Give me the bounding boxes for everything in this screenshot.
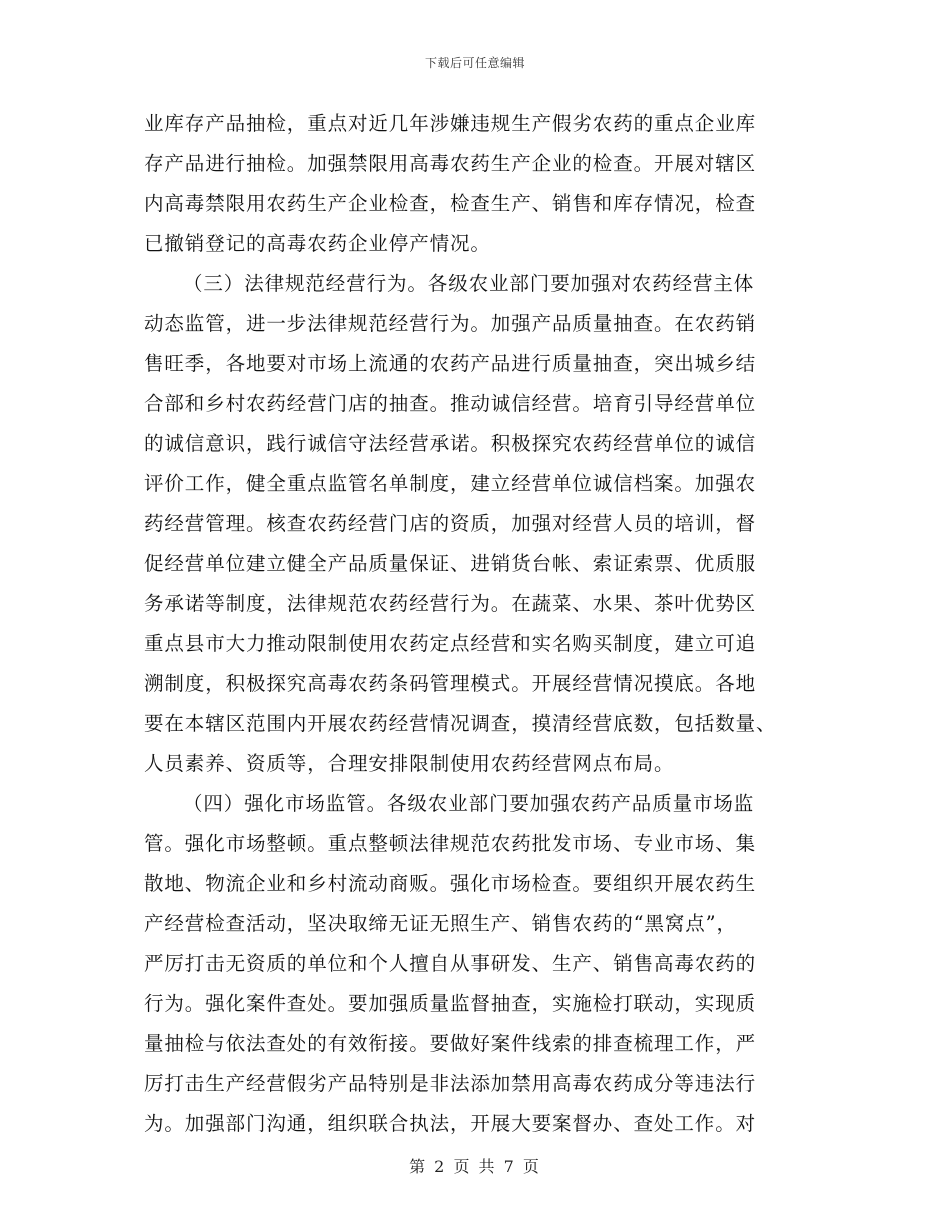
text-line: 重点县市大力推动限制使用农药定点经营和实名购买制度，建立可追 xyxy=(144,632,757,655)
section-4-heading-line: （四）强化市场监管。各级农业部门要加强农药产品质量市场监 xyxy=(183,792,755,815)
page-header: 下载后可任意编辑 xyxy=(424,56,525,70)
text-line: 管。强化市场整顿。重点整顿法律规范农药批发市场、专业市场、集 xyxy=(144,832,757,855)
text-line: 售旺季，各地要对市场上流通的农药产品进行质量抽查，突出城乡结 xyxy=(144,352,757,375)
text-line: 存产品进行抽检。加强禁限用高毒农药生产企业的检查。开展对辖区 xyxy=(144,152,757,175)
text-line: 动态监管，进一步法律规范经营行为。加强产品质量抽查。在农药销 xyxy=(144,312,757,335)
text-line: 严厉打击无资质的单位和个人擅自从事研发、生产、销售高毒农药的 xyxy=(144,952,757,975)
text-line: 量抽检与依法查处的有效衔接。要做好案件线索的排查梳理工作，严 xyxy=(144,1032,757,1055)
text-line: 产经营检查活动，坚决取缔无证无照生产、销售农药的“黑窝点”， xyxy=(144,912,737,935)
text-line: 已撤销登记的高毒农药企业停产情况。 xyxy=(144,232,491,255)
text-line: 为。加强部门沟通，组织联合执法，开展大要案督办、查处工作。对 xyxy=(144,1112,757,1135)
text-line: 溯制度，积极探究高毒农药条码管理模式。开展经营情况摸底。各地 xyxy=(144,672,757,695)
text-line: 散地、物流企业和乡村流动商贩。强化市场检查。要组织开展农药生 xyxy=(144,872,757,895)
page-number-footer: 第 2 页 共 7 页 xyxy=(409,1157,541,1176)
text-line: 内高毒禁限用农药生产企业检查，检查生产、销售和库存情况，检查 xyxy=(144,192,757,215)
text-line: 药经营管理。核查农药经营门店的资质，加强对经营人员的培训，督 xyxy=(144,512,757,535)
text-line: 业库存产品抽检，重点对近几年涉嫌违规生产假劣农药的重点企业库 xyxy=(144,112,757,135)
text-line: 促经营单位建立健全产品质量保证、进销货台帐、索证索票、优质服 xyxy=(144,552,757,575)
text-line: 人员素养、资质等，合理安排限制使用农药经营网点布局。 xyxy=(144,752,675,775)
text-line: 合部和乡村农药经营门店的抽查。推动诚信经营。培育引导经营单位 xyxy=(144,392,757,415)
text-line: 行为。强化案件查处。要加强质量监督抽查，实施检打联动，实现质 xyxy=(144,992,757,1015)
document-body xyxy=(144,104,804,1144)
text-line: 务承诺等制度，法律规范农药经营行为。在蔬菜、水果、茶叶优势区 xyxy=(144,592,757,615)
text-line: 要在本辖区范围内开展农药经营情况调查，摸清经营底数，包括数量、 xyxy=(144,712,777,735)
text-line: 评价工作，健全重点监管名单制度，建立经营单位诚信档案。加强农 xyxy=(144,472,757,495)
section-3-heading-line: （三）法律规范经营行为。各级农业部门要加强对农药经营主体 xyxy=(183,272,755,295)
text-line: 的诚信意识，践行诚信守法经营承诺。积极探究农药经营单位的诚信 xyxy=(144,432,757,455)
text-line: 厉打击生产经营假劣产品特别是非法添加禁用高毒农药成分等违法行 xyxy=(144,1072,757,1095)
